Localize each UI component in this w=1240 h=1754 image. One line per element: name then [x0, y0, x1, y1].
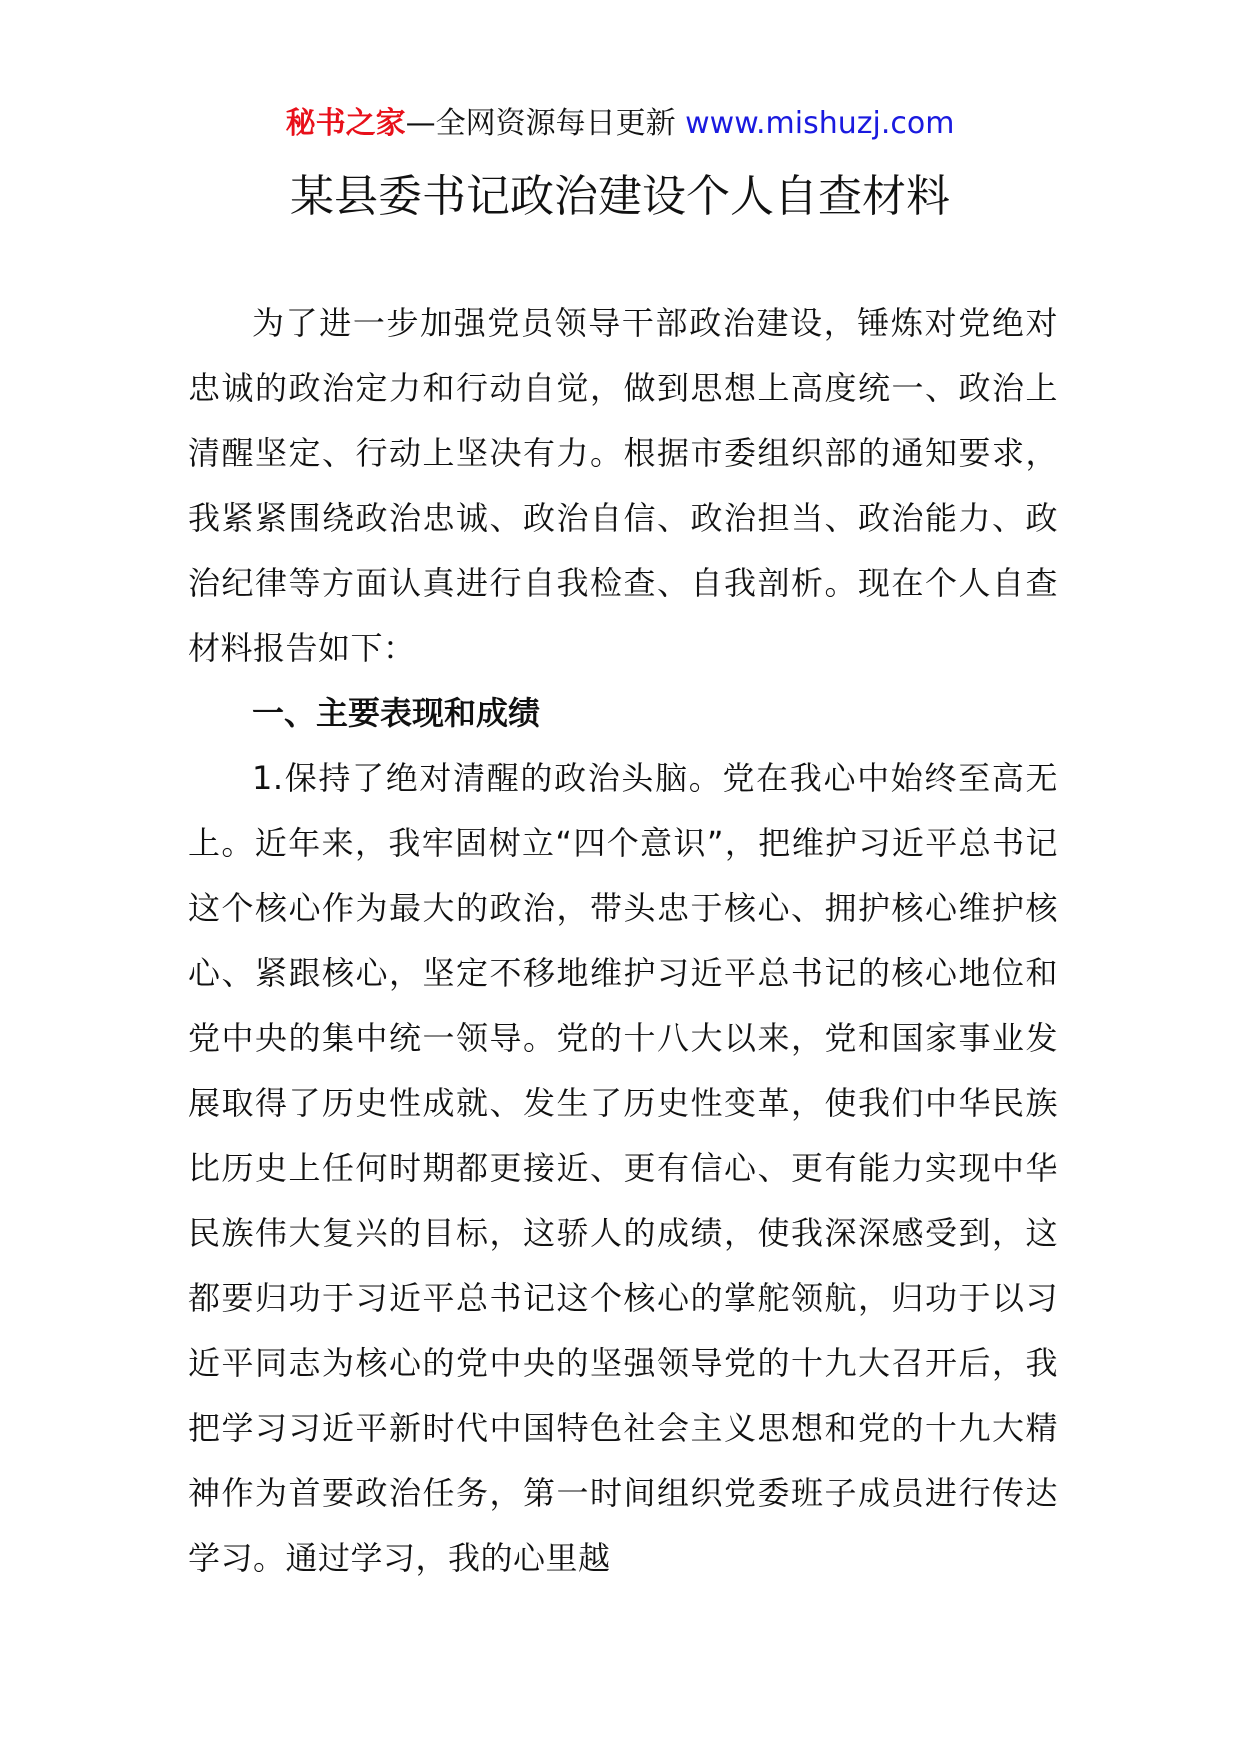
site-brand: 秘书之家: [285, 106, 406, 141]
document-body: [188, 291, 1058, 1591]
intro-paragraph: 为了进一步加强党员领导干部政治建设，锤炼对党绝对忠诚的政治定力和行动自觉，做到思想上高度统一、政治上清醒坚定、行动上坚决有力。根据市委组织部的通知要求，我紧紧围绕政治忠诚、政治自信、政治担当、政治能力、政治纪律等方面认真进行自我检查、自我剖析。现在个人自查材料报告如下：: [188, 304, 1058, 667]
site-url-link[interactable]: www.mishuzj.com: [685, 106, 955, 141]
site-header: [0, 100, 1240, 148]
document-title: 某县委书记政治建设个人自查材料: [290, 171, 950, 222]
site-tagline: —全网资源每日更新: [405, 106, 686, 141]
point-1-paragraph: 1.保持了绝对清醒的政治头脑。党在我心中始终至高无上。近年来，我牢固树立“四个意识”，把维护习近平总书记这个核心作为最大的政治，带头忠于核心、拥护核心维护核心、紧跟核心，坚定不移地维护习近平总书记的核心地位和党中央的集中统一领导。党的十八大以来，党和国家事业发展取得了历史性成就、发生了历史性变革，使我们中华民族比历史上任何时期都更接近、更有信心、更有能力实现中华民族伟大复兴的目标，这骄人的成绩，使我深深感受到，这都要归功于习近平总书记这个核心的掌舵领航，归功于以习近平同志为核心的党中央的坚强领导党的十九大召开后，我把学习习近平新时代中国特色社会主义思想和党的十九大精神作为首要政治任务，第一时间组织党委班子成员进行传达学习。通过学习，我的心里越: [188, 759, 1058, 1577]
section-heading-1: 一、主要表现和成绩: [252, 694, 541, 732]
